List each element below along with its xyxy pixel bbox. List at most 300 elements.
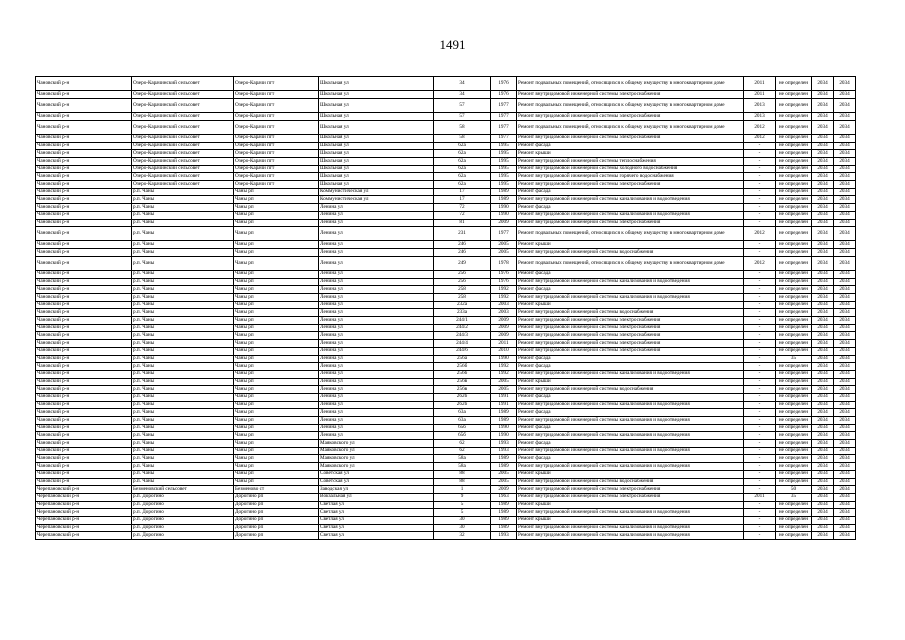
municipality-cell: р.п. Чаны <box>132 227 234 241</box>
settlement-cell: Чаны рп <box>234 447 319 455</box>
street-cell: Маяковского ул <box>319 455 434 463</box>
municipality-cell: р.п. Чаны <box>132 424 234 432</box>
settlement-cell: Чаны рп <box>234 370 319 378</box>
last-repair-year-cell: 2012 <box>744 134 776 142</box>
street-cell: Ленина ул <box>319 386 434 394</box>
last-repair-year-cell: - <box>744 317 776 325</box>
wear-cell: не определен <box>776 532 812 540</box>
last-repair-year-cell: - <box>744 417 776 425</box>
district-cell: Чановский р-н <box>36 120 132 134</box>
street-cell: Вокзальная ул <box>319 493 434 501</box>
wear-cell: не определен <box>776 347 812 355</box>
district-cell: Чановский р-н <box>36 301 132 309</box>
house-number-cell: 246 <box>434 249 491 257</box>
municipality-cell: р.п. Чаны <box>132 204 234 212</box>
district-cell: Чановский р-н <box>36 294 132 302</box>
last-repair-year-cell: 2012 <box>744 256 776 270</box>
year-built-cell: 1963 <box>491 493 517 501</box>
district-cell: Чановский р-н <box>36 150 132 158</box>
wear-cell: не определен <box>776 91 812 99</box>
wear-cell: не определен <box>776 301 812 309</box>
street-cell: Советская ул <box>319 470 434 478</box>
district-cell: Чановский р-н <box>36 249 132 257</box>
last-repair-year-cell: - <box>744 173 776 181</box>
house-number-cell: 244/2 <box>434 324 491 332</box>
street-cell: Школьная ул <box>319 77 434 91</box>
district-cell: Черепановский р-н <box>36 493 132 501</box>
work-type-cell: Ремонт внутридомовой инженерной системы канализования и водоотведения <box>517 278 744 286</box>
table-row <box>36 432 856 440</box>
plan-year-start-cell: 2034 <box>812 196 834 204</box>
last-repair-year-cell: - <box>744 142 776 150</box>
street-cell: Ленина ул <box>319 256 434 270</box>
work-type-cell: Ремонт крыши <box>517 470 744 478</box>
last-repair-year-cell: - <box>744 524 776 532</box>
plan-year-end-cell: 2034 <box>834 165 856 173</box>
plan-year-end-cell: 2034 <box>834 486 856 494</box>
house-number-cell: 9 <box>434 493 491 501</box>
street-cell: Маяковского ул <box>319 440 434 448</box>
work-type-cell: Ремонт внутридомовой инженерной системы электроснабжения <box>517 340 744 348</box>
work-type-cell: Ремонт внутридомовой инженерной системы электроснабжения <box>517 493 744 501</box>
plan-year-end-cell: 2034 <box>834 113 856 121</box>
settlement-cell: Чаны рп <box>234 317 319 325</box>
work-type-cell: Ремонт внутридомовой инженерной системы канализования и водоотведения <box>517 196 744 204</box>
district-cell: Чановский р-н <box>36 227 132 241</box>
plan-year-end-cell: 2034 <box>834 363 856 371</box>
municipality-cell: Озеро-Карачинский сельсовет <box>132 91 234 99</box>
settlement-cell: Чаны рп <box>234 332 319 340</box>
year-built-cell: 2009 <box>491 332 517 340</box>
last-repair-year-cell: - <box>744 301 776 309</box>
house-number-cell: 63а <box>434 417 491 425</box>
plan-year-start-cell: 2034 <box>812 424 834 432</box>
wear-cell: не определен <box>776 181 812 189</box>
table-row <box>36 196 856 204</box>
house-number-cell: 65б <box>434 432 491 440</box>
last-repair-year-cell: - <box>744 455 776 463</box>
district-cell: Чановский р-н <box>36 324 132 332</box>
plan-year-end-cell: 2034 <box>834 98 856 112</box>
settlement-cell: Дорогино рп <box>234 509 319 517</box>
year-built-cell: 1992 <box>491 286 517 294</box>
work-type-cell: Ремонт фасада <box>517 424 744 432</box>
municipality-cell: Озеро-Карачинский сельсовет <box>132 181 234 189</box>
plan-year-start-cell: 2034 <box>812 401 834 409</box>
settlement-cell: Озеро-Карачи пгт <box>234 173 319 181</box>
settlement-cell: Чаны рп <box>234 301 319 309</box>
municipality-cell: р.п. Чаны <box>132 347 234 355</box>
plan-year-end-cell: 2034 <box>834 355 856 363</box>
work-type-cell: Ремонт внутридомовой инженерной системы канализования и водоотведения <box>517 370 744 378</box>
house-number-cell: 256 <box>434 278 491 286</box>
street-cell: Школьная ул <box>319 150 434 158</box>
year-built-cell: 2005 <box>491 386 517 394</box>
municipality-cell: Озеро-Карачинский сельсовет <box>132 165 234 173</box>
plan-year-end-cell: 2034 <box>834 317 856 325</box>
table-row <box>36 317 856 325</box>
district-cell: Чановский р-н <box>36 188 132 196</box>
plan-year-start-cell: 2034 <box>812 332 834 340</box>
work-type-cell: Ремонт фасада <box>517 286 744 294</box>
street-cell: Ленина ул <box>319 211 434 219</box>
work-type-cell: Ремонт подвальных помещений, относящихся к общему имуществу в многоквартирном доме <box>517 256 744 270</box>
year-built-cell: 1992 <box>491 370 517 378</box>
year-built-cell: 1989 <box>491 409 517 417</box>
table-row <box>36 532 856 540</box>
year-built-cell: 1977 <box>491 113 517 121</box>
street-cell: Школьная ул <box>319 173 434 181</box>
work-type-cell: Ремонт внутридомовой инженерной системы холодного водоснабжения <box>517 165 744 173</box>
plan-year-end-cell: 2034 <box>834 509 856 517</box>
work-type-cell: Ремонт внутридомовой инженерной системы канализования и водоотведения <box>517 211 744 219</box>
municipality-cell: Озеро-Карачинский сельсовет <box>132 77 234 91</box>
year-built-cell: 1978 <box>491 256 517 270</box>
table-row <box>36 134 856 142</box>
settlement-cell: Чаны рп <box>234 211 319 219</box>
municipality-cell: р.п. Чаны <box>132 378 234 386</box>
street-cell: Школьная ул <box>319 142 434 150</box>
table-row <box>36 493 856 501</box>
work-type-cell: Ремонт внутридомовой инженерной системы электроснабжения <box>517 219 744 227</box>
year-built-cell: 1989 <box>491 455 517 463</box>
table-row <box>36 386 856 394</box>
work-type-cell: Ремонт крыши <box>517 501 744 509</box>
municipality-cell: Озеро-Карачинский сельсовет <box>132 98 234 112</box>
settlement-cell: Чаны рп <box>234 241 319 249</box>
last-repair-year-cell: - <box>744 286 776 294</box>
plan-year-end-cell: 2034 <box>834 227 856 241</box>
work-type-cell: Ремонт внутридомовой инженерной системы водоснабжения <box>517 249 744 257</box>
settlement-cell: Чаны рп <box>234 256 319 270</box>
house-number-cell: 57 <box>434 98 491 112</box>
wear-cell: не определен <box>776 463 812 471</box>
district-cell: Чановский р-н <box>36 470 132 478</box>
settlement-cell: Озеро-Карачи пгт <box>234 91 319 99</box>
house-number-cell: 62а <box>434 142 491 150</box>
house-number-cell: 58а <box>434 463 491 471</box>
house-number-cell: 244/4 <box>434 340 491 348</box>
plan-year-start-cell: 2034 <box>812 455 834 463</box>
wear-cell: не определен <box>776 417 812 425</box>
district-cell: Чановский р-н <box>36 370 132 378</box>
street-cell: Ленина ул <box>319 370 434 378</box>
work-type-cell: Ремонт внутридомовой инженерной системы теплоснабжения <box>517 158 744 166</box>
house-number-cell: 65б <box>434 424 491 432</box>
plan-year-end-cell: 2034 <box>834 447 856 455</box>
plan-year-start-cell: 2034 <box>812 470 834 478</box>
plan-year-end-cell: 2034 <box>834 440 856 448</box>
work-type-cell: Ремонт внутридомовой инженерной системы горячего водоснабжения <box>517 173 744 181</box>
plan-year-end-cell: 2034 <box>834 432 856 440</box>
house-number-cell: 32 <box>434 532 491 540</box>
house-number-cell: 58а <box>434 455 491 463</box>
table-row <box>36 486 856 494</box>
house-number-cell: 258 <box>434 294 491 302</box>
work-type-cell: Ремонт внутридомовой инженерной системы электроснабжения <box>517 332 744 340</box>
plan-year-start-cell: 2034 <box>812 150 834 158</box>
district-cell: Чановский р-н <box>36 409 132 417</box>
table-row <box>36 211 856 219</box>
work-type-cell: Ремонт внутридомовой инженерной системы электроснабжения <box>517 347 744 355</box>
plan-year-start-cell: 2034 <box>812 370 834 378</box>
year-built-cell: 1990 <box>491 211 517 219</box>
district-cell: Чановский р-н <box>36 393 132 401</box>
work-type-cell: Ремонт внутридомовой инженерной системы канализования и водоотведения <box>517 463 744 471</box>
house-number-cell: 17 <box>434 196 491 204</box>
plan-year-end-cell: 2034 <box>834 211 856 219</box>
district-cell: Чановский р-н <box>36 241 132 249</box>
house-number-cell: 30 <box>434 516 491 524</box>
last-repair-year-cell: - <box>744 516 776 524</box>
municipality-cell: р.п. Чаны <box>132 393 234 401</box>
municipality-cell: р.п. Дорогино <box>132 516 234 524</box>
wear-cell: не определен <box>776 409 812 417</box>
last-repair-year-cell: - <box>744 309 776 317</box>
work-type-cell: Ремонт подвальных помещений, относящихся к общему имуществу в многоквартирном доме <box>517 77 744 91</box>
last-repair-year-cell: - <box>744 340 776 348</box>
house-number-cell: 244/1 <box>434 317 491 325</box>
municipality-cell: Озеро-Карачинский сельсовет <box>132 134 234 142</box>
district-cell: Чановский р-н <box>36 256 132 270</box>
table-row <box>36 301 856 309</box>
last-repair-year-cell: - <box>744 424 776 432</box>
table-row <box>36 332 856 340</box>
last-repair-year-cell: - <box>744 188 776 196</box>
last-repair-year-cell: - <box>744 219 776 227</box>
settlement-cell: Чаны рп <box>234 340 319 348</box>
house-number-cell: 81 <box>434 219 491 227</box>
street-cell: Ленина ул <box>319 301 434 309</box>
street-cell: Ленина ул <box>319 378 434 386</box>
municipality-cell: р.п. Дорогино <box>132 524 234 532</box>
district-cell: Чановский р-н <box>36 196 132 204</box>
house-number-cell: 62 <box>434 447 491 455</box>
table-row <box>36 142 856 150</box>
municipality-cell: р.п. Чаны <box>132 324 234 332</box>
street-cell: Ленина ул <box>319 249 434 257</box>
year-built-cell: 1989 <box>491 417 517 425</box>
settlement-cell: Чаны рп <box>234 355 319 363</box>
wear-cell: не определен <box>776 332 812 340</box>
table-row <box>36 463 856 471</box>
settlement-cell: Дорогино рп <box>234 501 319 509</box>
plan-year-end-cell: 2034 <box>834 219 856 227</box>
year-built-cell: 2009 <box>491 219 517 227</box>
last-repair-year-cell: - <box>744 432 776 440</box>
house-number-cell: 63а <box>434 409 491 417</box>
settlement-cell: Озеро-Карачи пгт <box>234 142 319 150</box>
wear-cell: не определен <box>776 173 812 181</box>
plan-year-start-cell: 2034 <box>812 347 834 355</box>
table-row <box>36 324 856 332</box>
work-type-cell: Ремонт фасада <box>517 440 744 448</box>
settlement-cell: Чаны рп <box>234 463 319 471</box>
work-type-cell: Ремонт внутридомовой инженерной системы канализования и водоотведения <box>517 432 744 440</box>
district-cell: Черепановский р-н <box>36 516 132 524</box>
plan-year-end-cell: 2034 <box>834 120 856 134</box>
plan-year-start-cell: 2034 <box>812 509 834 517</box>
settlement-cell: Чаны рп <box>234 309 319 317</box>
year-built-cell: 1989 <box>491 524 517 532</box>
plan-year-end-cell: 2034 <box>834 332 856 340</box>
municipality-cell: р.п. Дорогино <box>132 501 234 509</box>
plan-year-start-cell: 2034 <box>812 294 834 302</box>
street-cell: Ленина ул <box>319 270 434 278</box>
municipality-cell: р.п. Чаны <box>132 249 234 257</box>
last-repair-year-cell: - <box>744 165 776 173</box>
street-cell: Школьная ул <box>319 91 434 99</box>
settlement-cell: Чаны рп <box>234 294 319 302</box>
street-cell: Ленина ул <box>319 278 434 286</box>
plan-year-start-cell: 2034 <box>812 173 834 181</box>
settlement-cell: Озеро-Карачи пгт <box>234 165 319 173</box>
house-number-cell: 1 <box>434 486 491 494</box>
settlement-cell: Чаны рп <box>234 378 319 386</box>
plan-year-start-cell: 2034 <box>812 241 834 249</box>
settlement-cell: Дорогино рп <box>234 524 319 532</box>
plan-year-end-cell: 2034 <box>834 301 856 309</box>
district-cell: Чановский р-н <box>36 91 132 99</box>
house-number-cell: 62а <box>434 181 491 189</box>
work-type-cell: Ремонт внутридомовой инженерной системы канализования и водоотведения <box>517 401 744 409</box>
house-number-cell: 231 <box>434 227 491 241</box>
municipality-cell: р.п. Чаны <box>132 301 234 309</box>
municipality-cell: р.п. Чаны <box>132 370 234 378</box>
plan-year-end-cell: 2034 <box>834 347 856 355</box>
table-row <box>36 294 856 302</box>
street-cell: Маяковского ул <box>319 463 434 471</box>
house-number-cell: 244/6 <box>434 347 491 355</box>
work-type-cell: Ремонт внутридомовой инженерной системы канализования и водоотведения <box>517 447 744 455</box>
settlement-cell: Чаны рп <box>234 393 319 401</box>
work-type-cell: Ремонт внутридомовой инженерной системы канализования и водоотведения <box>517 509 744 517</box>
wear-cell: не определен <box>776 393 812 401</box>
municipality-cell: р.п. Чаны <box>132 196 234 204</box>
district-cell: Чановский р-н <box>36 363 132 371</box>
settlement-cell: Чаны рп <box>234 347 319 355</box>
plan-year-start-cell: 2034 <box>812 181 834 189</box>
table-row <box>36 447 856 455</box>
table-row <box>36 516 856 524</box>
wear-cell: не определен <box>776 256 812 270</box>
plan-year-start-cell: 2034 <box>812 227 834 241</box>
house-number-cell: 256в <box>434 386 491 394</box>
street-cell: Ленина ул <box>319 204 434 212</box>
street-cell: Маяковского ул <box>319 447 434 455</box>
last-repair-year-cell: 2013 <box>744 113 776 121</box>
last-repair-year-cell: - <box>744 463 776 471</box>
street-cell: Светлая ул <box>319 532 434 540</box>
district-cell: Чановский р-н <box>36 447 132 455</box>
table-row <box>36 347 856 355</box>
work-type-cell: Ремонт фасада <box>517 188 744 196</box>
table-row <box>36 150 856 158</box>
last-repair-year-cell: - <box>744 347 776 355</box>
municipality-cell: р.п. Чаны <box>132 241 234 249</box>
plan-year-end-cell: 2034 <box>834 286 856 294</box>
work-type-cell: Ремонт внутридомовой инженерной системы канализования и водоотведения <box>517 532 744 540</box>
plan-year-start-cell: 2034 <box>812 516 834 524</box>
settlement-cell: Дорогино рп <box>234 493 319 501</box>
plan-year-end-cell: 2034 <box>834 249 856 257</box>
plan-year-start-cell: 2034 <box>812 432 834 440</box>
last-repair-year-cell: - <box>744 401 776 409</box>
plan-year-start-cell: 2034 <box>812 204 834 212</box>
street-cell: Ленина ул <box>319 409 434 417</box>
house-number-cell: 256 <box>434 270 491 278</box>
municipality-cell: р.п. Чаны <box>132 440 234 448</box>
plan-year-start-cell: 2034 <box>812 256 834 270</box>
settlement-cell: Чаны рп <box>234 227 319 241</box>
wear-cell: 35 <box>776 493 812 501</box>
last-repair-year-cell: - <box>744 150 776 158</box>
year-built-cell: 1976 <box>491 278 517 286</box>
last-repair-year-cell: 2013 <box>744 98 776 112</box>
settlement-cell: Чаны рп <box>234 455 319 463</box>
plan-year-end-cell: 2034 <box>834 196 856 204</box>
municipality-cell: р.п. Чаны <box>132 417 234 425</box>
year-built-cell: 2009 <box>491 324 517 332</box>
wear-cell: не определен <box>776 98 812 112</box>
table-row <box>36 173 856 181</box>
street-cell: Советская ул <box>319 478 434 486</box>
settlement-cell: Чаны рп <box>234 432 319 440</box>
plan-year-end-cell: 2034 <box>834 188 856 196</box>
table-row <box>36 355 856 363</box>
year-built-cell: 1977 <box>491 120 517 134</box>
year-built-cell: 1990 <box>491 432 517 440</box>
settlement-cell: Озеро-Карачи пгт <box>234 98 319 112</box>
plan-year-end-cell: 2034 <box>834 173 856 181</box>
work-type-cell: Ремонт внутридомовой инженерной системы канализования и водоотведения <box>517 417 744 425</box>
street-cell: Ленина ул <box>319 227 434 241</box>
house-number-cell: 5 <box>434 509 491 517</box>
work-type-cell: Ремонт крыши <box>517 150 744 158</box>
year-built-cell: 1976 <box>491 91 517 99</box>
wear-cell: не определен <box>776 270 812 278</box>
wear-cell: не определен <box>776 470 812 478</box>
wear-cell: не определен <box>776 516 812 524</box>
year-built-cell: 2005 <box>491 478 517 486</box>
plan-year-start-cell: 2034 <box>812 317 834 325</box>
plan-year-start-cell: 2034 <box>812 355 834 363</box>
table-row <box>36 98 856 112</box>
work-type-cell: Ремонт фасада <box>517 142 744 150</box>
year-built-cell: 1990 <box>491 424 517 432</box>
year-built-cell: 1976 <box>491 270 517 278</box>
last-repair-year-cell: 2011 <box>744 77 776 91</box>
table-row <box>36 478 856 486</box>
district-cell: Чановский р-н <box>36 158 132 166</box>
settlement-cell: Чаны рп <box>234 249 319 257</box>
street-cell: Ленина ул <box>319 317 434 325</box>
house-number-cell: 72 <box>434 211 491 219</box>
year-built-cell: 2003 <box>491 309 517 317</box>
plan-year-start-cell: 2034 <box>812 393 834 401</box>
year-built-cell: 1989 <box>491 463 517 471</box>
settlement-cell: Чаны рп <box>234 278 319 286</box>
work-type-cell: Ремонт внутридомовой инженерной системы водоснабжения <box>517 386 744 394</box>
work-type-cell: Ремонт фасада <box>517 355 744 363</box>
plan-year-end-cell: 2034 <box>834 294 856 302</box>
last-repair-year-cell: - <box>744 270 776 278</box>
municipality-cell: р.п. Чаны <box>132 355 234 363</box>
year-built-cell: 1990 <box>491 204 517 212</box>
plan-year-end-cell: 2034 <box>834 241 856 249</box>
district-cell: Чановский р-н <box>36 204 132 212</box>
wear-cell: не определен <box>776 317 812 325</box>
